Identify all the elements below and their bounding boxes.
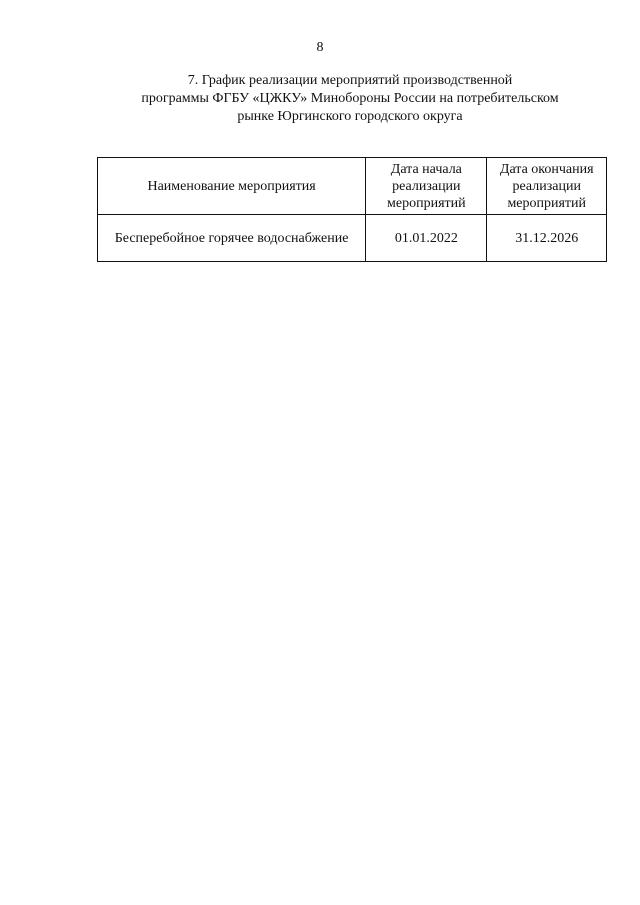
event-name-cell: Бесперебойное горячее водоснабжение [98,215,366,262]
table-row [98,215,607,262]
heading-line-1: 7. График реализации мероприятий производственной [187,73,513,88]
start-date-cell: 01.01.2022 [366,215,487,262]
table-header-row [98,158,607,215]
page-number: 8 [316,40,324,55]
heading-line-2: программы ФГБУ «ЦЖКУ» Минобороны России на потребительском [141,91,559,106]
header-start-date: Дата начала реализации мероприятий [366,158,487,215]
heading-line-3: рынке Юргинского городского округа [237,109,463,124]
end-date-cell: 31.12.2026 [487,215,607,262]
section-heading [100,72,600,126]
header-event-name: Наименование мероприятия [98,158,366,215]
header-end-date: Дата окончания реализации мероприятий [487,158,607,215]
schedule-table [97,157,607,262]
